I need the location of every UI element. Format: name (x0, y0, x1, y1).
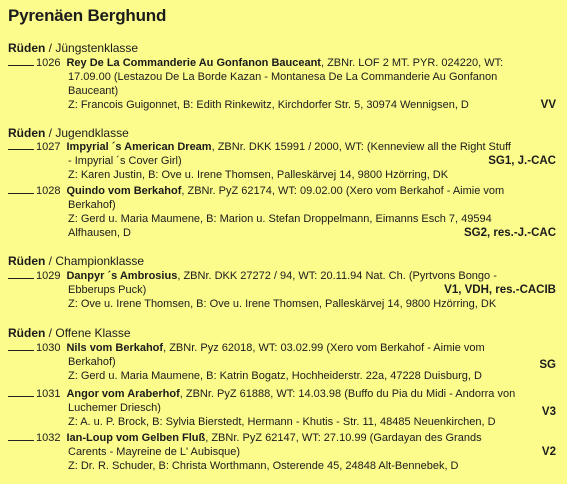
entry-blank (8, 340, 34, 351)
entry-details: , ZBNr. PyZ 61888, WT: 14.03.98 (Buffo du Pia du Midi - Andorra von (179, 388, 516, 400)
class-heading-juengsten (8, 41, 138, 55)
class-heading-class: Jugendklasse (55, 126, 129, 140)
class-heading-sex: Rüden (8, 41, 46, 55)
entry-number: 1031 (36, 388, 61, 400)
entry-blank (8, 183, 34, 194)
breeder-owner-text: Alfhausen, D (68, 227, 131, 239)
entry-parents (8, 355, 556, 369)
entry-1030 (8, 340, 556, 383)
result-badge: SG (539, 359, 556, 371)
entry-number: 1028 (36, 185, 61, 197)
class-heading-jugend (8, 126, 129, 140)
dog-name: Angor vom Araberhof (66, 388, 180, 400)
entry-1031 (8, 386, 556, 429)
breed-title: Pyrenäen Berghund (8, 6, 167, 25)
entry-parents: 17.09.00 (Lestazou De La Borde Kazan - Montanesa De La Commanderie Au Gonfanon (68, 71, 498, 83)
result-badge: V1, VDH, res.-CACIB (444, 284, 556, 296)
breeder-owner-text: Z: Francois Guigonnet, B: Edith Rinkewitz, Kirchdorfer Str. 5, 30974 Wennigsen, D (68, 99, 469, 111)
dog-name: Impyrial ´s American Dream (66, 141, 212, 153)
entry-parents (8, 401, 556, 418)
entry-number: 1026 (36, 57, 61, 69)
result-badge: SG1, J.-CAC (488, 155, 556, 167)
entry-details: , ZBNr. DKK 15991 / 2000, WT: (Kenneview all the Right Stuff (211, 141, 511, 153)
entry-1032 (8, 430, 556, 473)
entry-breeder-owner: Z: Gerd u. Maria Maumene, B: Marion u. Stefan Droppelmann, Eimanns Esch 7, 49594 (68, 213, 492, 225)
entry-1026 (8, 55, 556, 112)
class-heading-sex: Rüden (8, 326, 46, 340)
entry-details: , ZBNr. PyZ 62174, WT: 09.02.00 (Xero vom Berkahof - Aimie vom (181, 185, 505, 197)
entry-blank (8, 268, 34, 279)
entry-1029 (8, 268, 556, 311)
entry-1027 (8, 139, 556, 182)
entry-number: 1027 (36, 141, 61, 153)
entry-breeder-owner: Z: Dr. R. Schuder, B: Christa Worthmann, Osterende 45, 24848 Alt-Bennebek, D (68, 460, 459, 472)
parents-text: Ebberups Puck) (68, 284, 147, 296)
entry-breeder-owner: Z: Ove u. Irene Thomsen, B: Ove u. Irene Thomsen, Palleskärvej 14, 9800 Hzörring, DK (68, 298, 497, 310)
entry-number: 1030 (36, 342, 61, 354)
dog-name: Nils vom Berkahof (66, 342, 164, 354)
class-heading-sep: / (45, 41, 56, 55)
dog-name: Quindo vom Berkahof (66, 185, 182, 197)
entry-breeder-owner: Z: Karen Justin, B: Ove u. Irene Thomsen, Palleskärvej 14, 9800 Hzörring, DK (68, 169, 449, 181)
entry-blank (8, 55, 34, 66)
parents-text: - Impyrial ´s Cover Girl) (68, 155, 182, 167)
entry-1028 (8, 183, 556, 240)
entry-breeder-owner: Z: Gerd u. Maria Maumene, B: Katrin Bogatz, Hochheiderstr. 22a, 47228 Duisburg, D (68, 370, 482, 382)
entry-parents-cont: Bauceant) (68, 85, 119, 97)
entry-parents: Berkahof) (68, 199, 116, 211)
dog-name: Danpyr ´s Ambrosius (66, 270, 178, 282)
class-heading-sep: / (45, 254, 56, 268)
class-heading-class: Jüngstenklasse (55, 41, 139, 55)
result-badge: VV (540, 99, 556, 111)
entry-number: 1029 (36, 270, 61, 282)
dog-name: Ian-Loup vom Gelben Fluß (66, 432, 206, 444)
entry-parents (8, 445, 556, 459)
entry-parents (8, 283, 556, 297)
class-heading-sex: Rüden (8, 254, 46, 268)
parents-text: Berkahof) (68, 356, 116, 368)
entry-blank (8, 139, 34, 150)
entry-blank (8, 386, 34, 397)
entry-details: , ZBNr. PyZ 62147, WT: 27.10.99 (Gardayan des Grands (205, 432, 482, 444)
class-heading-offene (8, 326, 131, 340)
entry-details: , ZBNr. LOF 2 MT. PYR. 024220, WT: (320, 57, 504, 69)
entry-details: , ZBNr. DKK 27272 / 94, WT: 20.11.94 Nat. Ch. (Pyrtvons Bongo - (177, 270, 497, 282)
entry-breeder-owner (8, 98, 556, 112)
parents-text: Luchemer Driesch) (68, 402, 161, 414)
entry-blank (8, 430, 34, 441)
entry-breeder-owner-cont (8, 226, 556, 240)
entry-number: 1032 (36, 432, 61, 444)
result-badge: V2 (541, 446, 556, 458)
result-badge: V3 (541, 406, 556, 418)
class-heading-sep: / (45, 326, 56, 340)
entry-breeder-owner: Z: A. u. P. Brock, B: Sylvia Bierstedt, Hermann - Khutis - Str. 11, 48485 Neuenkirchen, D (68, 416, 496, 428)
class-heading-champion (8, 254, 144, 268)
class-heading-sex: Rüden (8, 126, 46, 140)
parents-text: Carents - Mayreine de L' Aubisque) (68, 446, 241, 458)
class-heading-class: Championklasse (55, 254, 145, 268)
result-badge: SG2, res.-J.-CAC (463, 227, 556, 239)
dog-name: Rey De La Commanderie Au Gonfanon Bauceant (66, 57, 321, 69)
class-heading-class: Offene Klasse (55, 326, 131, 340)
entry-parents (8, 154, 556, 168)
class-heading-sep: / (45, 126, 56, 140)
entry-details: , ZBNr. Pyz 62018, WT: 03.02.99 (Xero vom Berkahof - Aimie vom (163, 342, 485, 354)
